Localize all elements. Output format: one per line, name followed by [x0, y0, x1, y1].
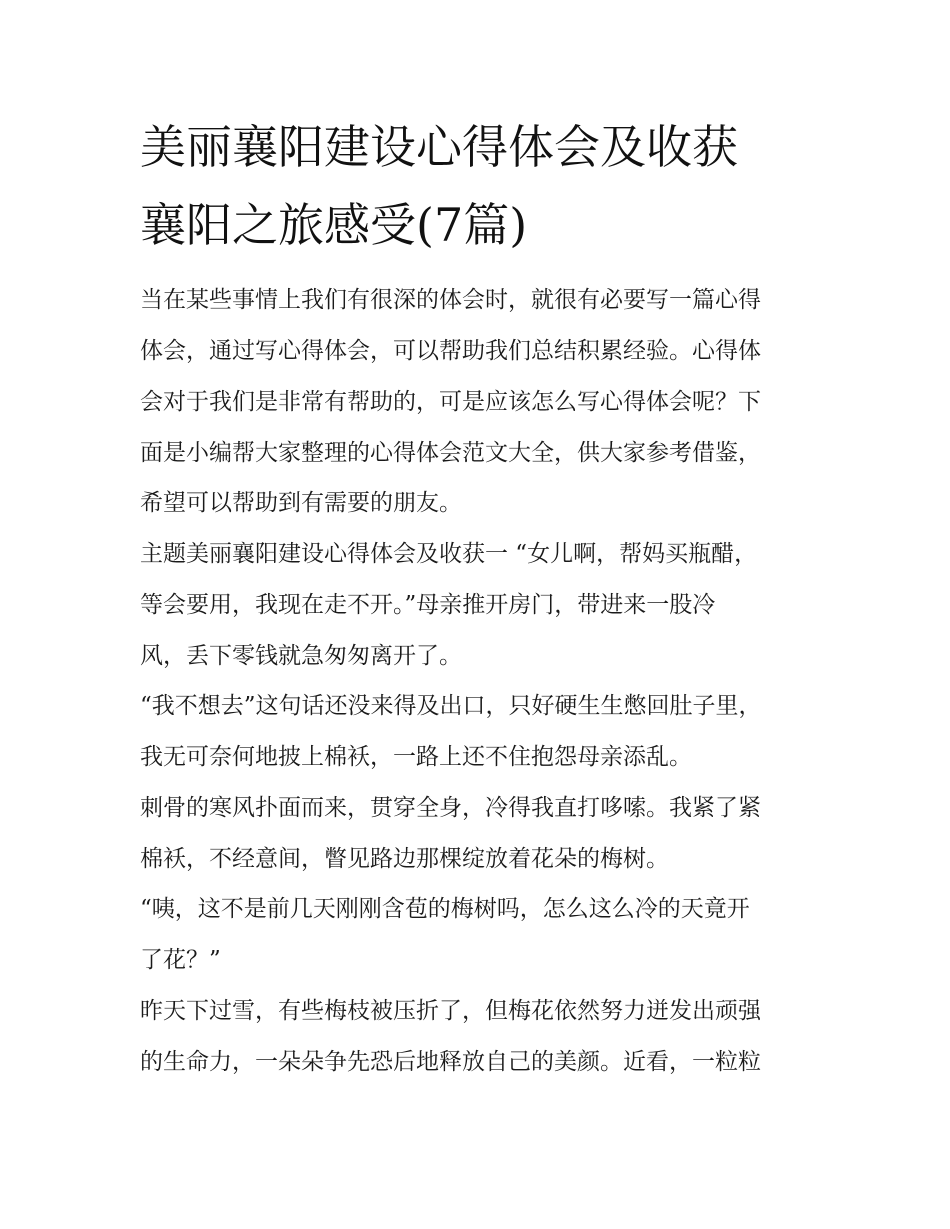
- body-text-line: 等会要用，我现在走不开。”母亲推开房门，带进来一股冷: [140, 592, 716, 618]
- body-text-line: 昨天下过雪，有些梅枝被压折了，但梅花依然努力迸发出顽强: [140, 998, 761, 1024]
- body-text-line: 主题美丽襄阳建设心得体会及收获一 “女儿啊，帮妈买瓶醋，: [140, 541, 758, 567]
- body-text-line: 刺骨的寒风扑面而来，贯穿全身，冷得我直打哆嗦。我紧了紧: [140, 795, 761, 821]
- body-text-line: 风，丢下零钱就急匆匆离开了。: [140, 643, 462, 669]
- body-text-line: 当在某些事情上我们有很深的体会时，就很有必要写一篇心得: [140, 287, 761, 313]
- body-text-line: 了花？”: [140, 947, 221, 973]
- body-text-line: 棉袄，不经意间，瞥见路边那棵绽放着花朵的梅树。: [140, 846, 669, 872]
- document-title-line-2: 襄阳之旅感受(7篇): [140, 198, 528, 252]
- body-text-line: 会对于我们是非常有帮助的，可是应该怎么写心得体会呢？下: [140, 389, 761, 415]
- body-text-line: “咦，这不是前几天刚刚含苞的梅树吗，怎么这么冷的天竟开: [140, 896, 750, 922]
- body-text-line: “我不想去”这句话还没来得及出口，只好硬生生憋回肚子里，: [140, 693, 762, 719]
- body-text-line: 体会，通过写心得体会，可以帮助我们总结积累经验。心得体: [140, 338, 761, 364]
- body-text-line: 希望可以帮助到有需要的朋友。: [140, 490, 462, 516]
- body-text-line: 的生命力，一朵朵争先恐后地释放自己的美颜。近看，一粒粒: [140, 1049, 761, 1075]
- body-text-line: 我无可奈何地披上棉袄，一路上还不住抱怨母亲添乱。: [140, 744, 692, 770]
- body-text-line: 面是小编帮大家整理的心得体会范文大全，供大家参考借鉴，: [140, 440, 761, 466]
- document-title-line-1: 美丽襄阳建设心得体会及收获: [140, 120, 738, 174]
